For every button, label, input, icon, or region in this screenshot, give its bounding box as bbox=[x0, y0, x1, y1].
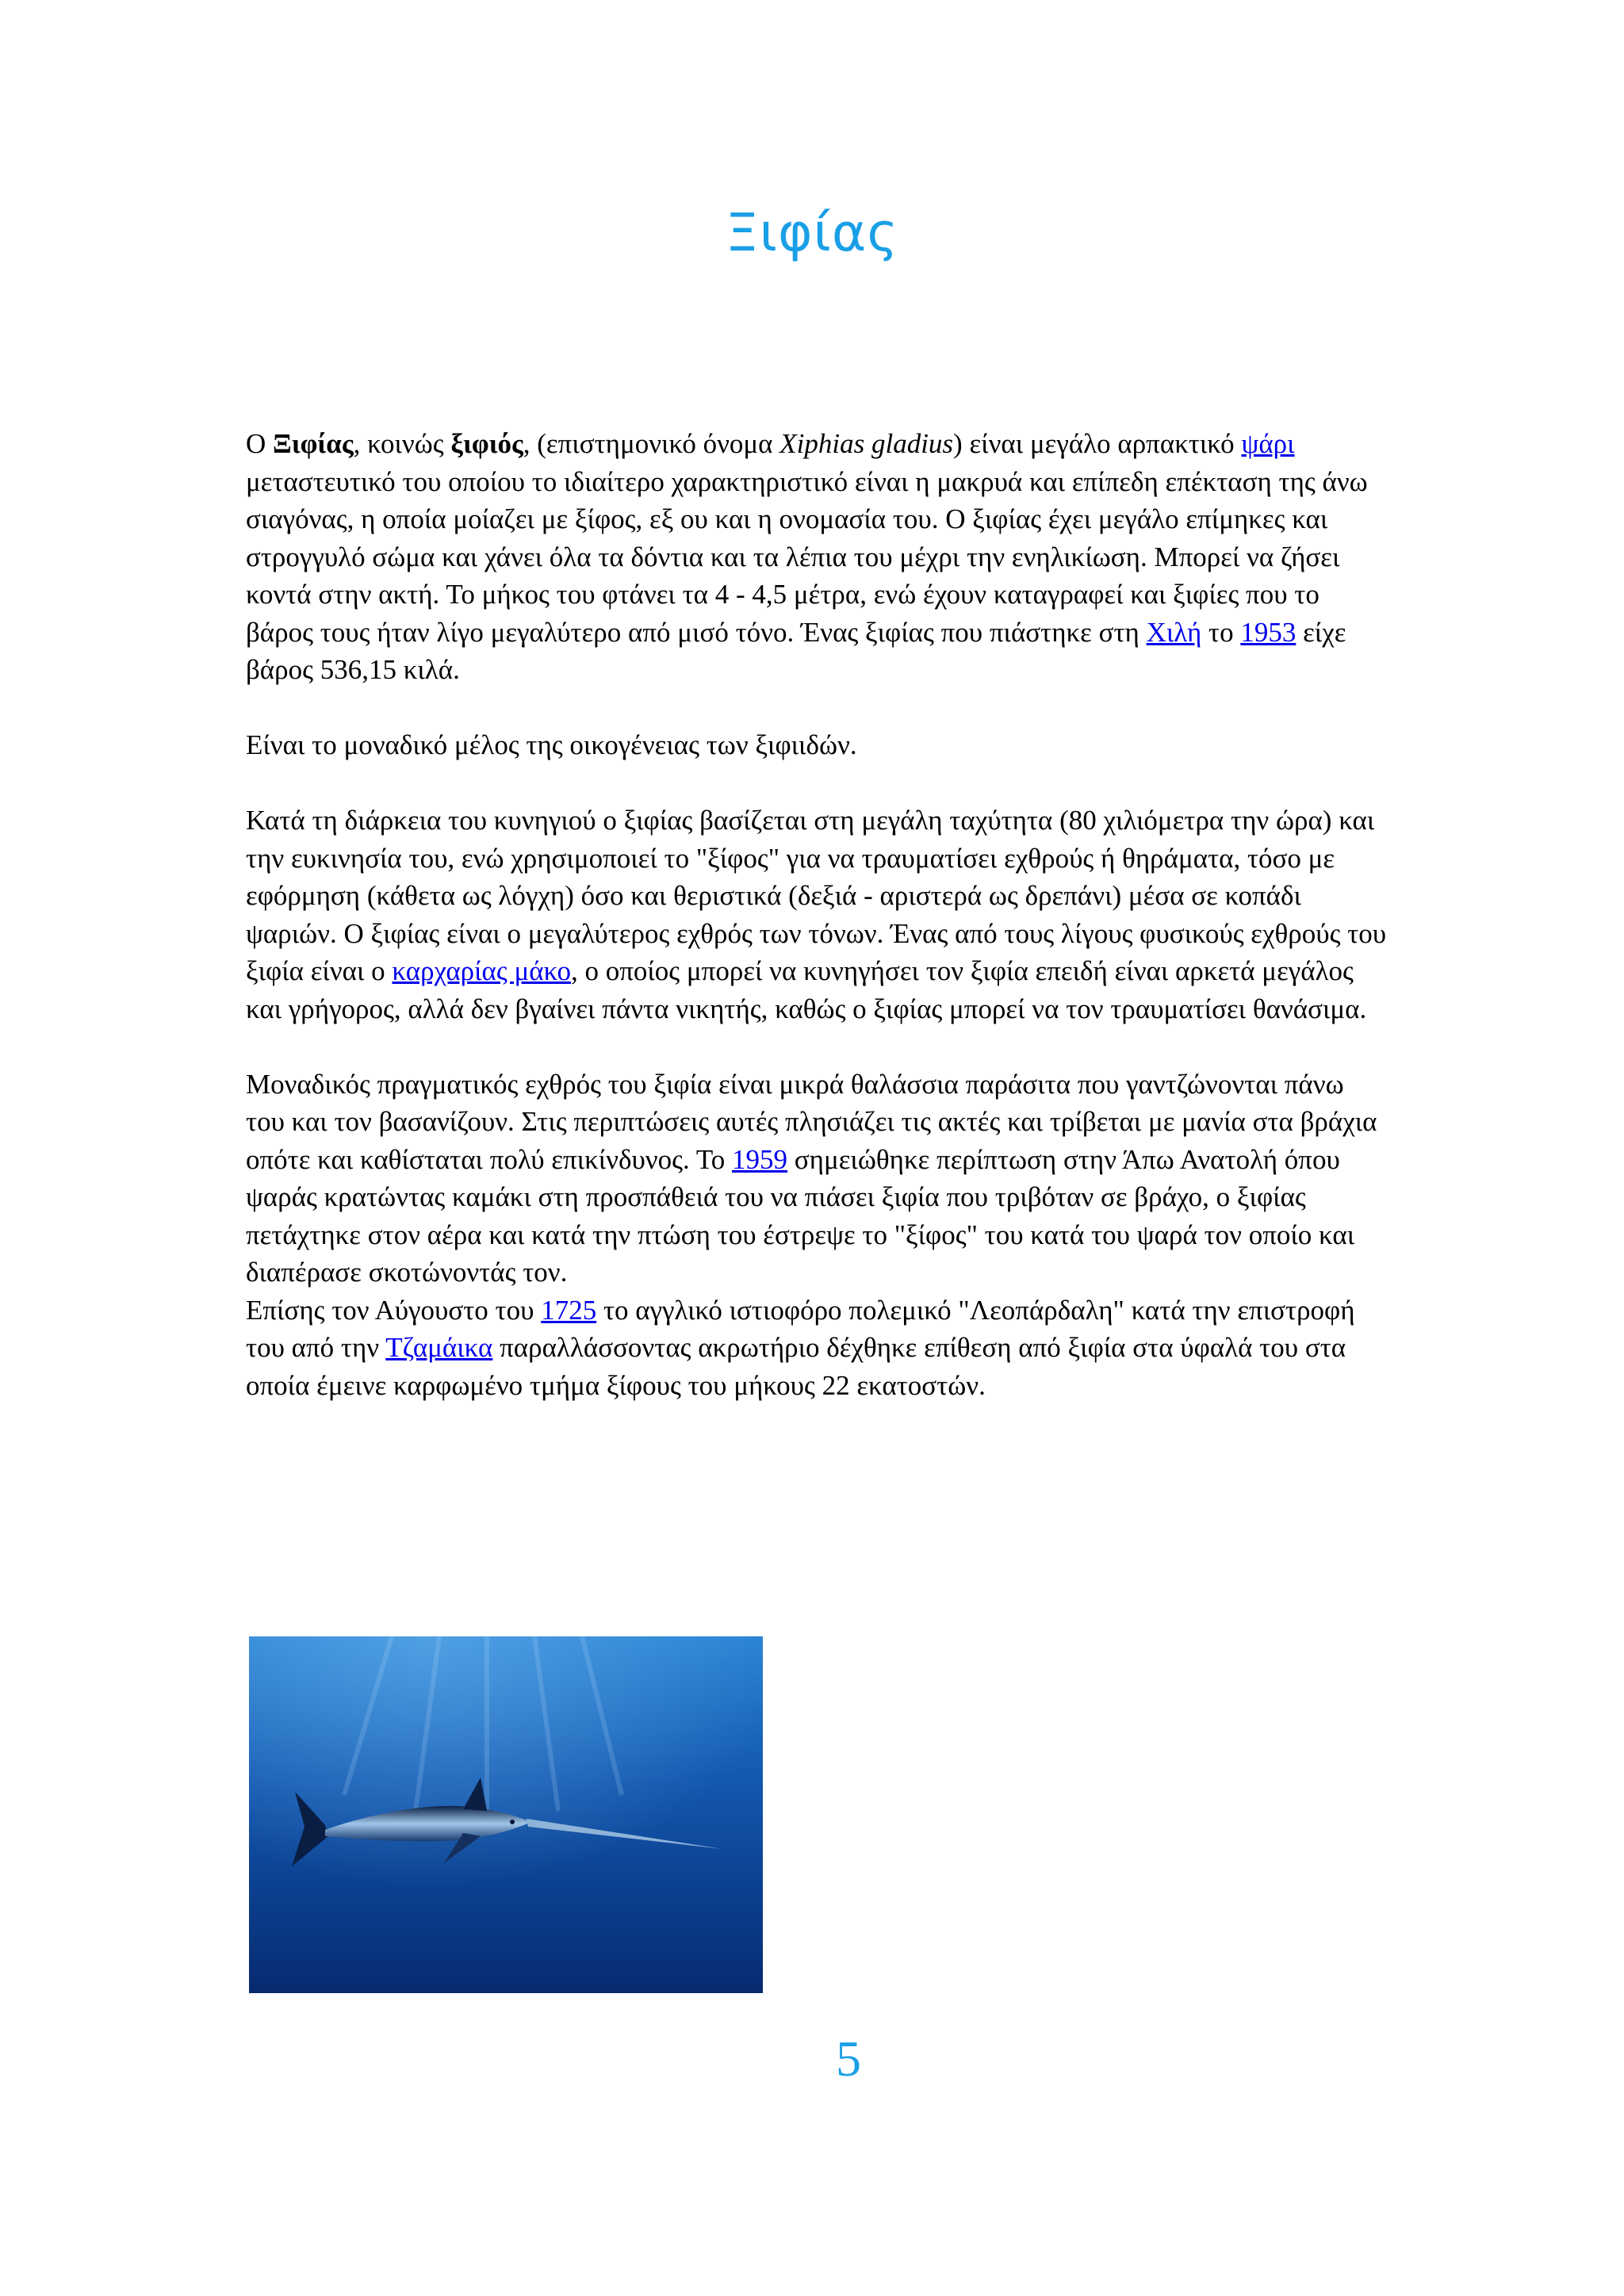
link-1959[interactable]: 1959 bbox=[732, 1143, 788, 1175]
bold-term: Ξιφίας bbox=[273, 428, 354, 459]
bold-term: ξιφιός bbox=[450, 428, 523, 459]
text-span: το αγγλικό ιστιοφόρο πολεμικό "Λεοπάρδαλη" κατά την επιστροφή του από την bbox=[246, 1294, 1355, 1363]
text-span: Κατά τη διάρκεια του κυνηγιού ο ξιφίας βασίζεται στη μεγάλη ταχύτητα (80 χιλιόμετρα την ώρα) και την ευκινησία του, ενώ χρησιμοποιεί το "ξίφος" για να τραυματίσει εχθρούς ή θηράματα, τόσο με εφόρμηση (κάθετα ως λόγχη) όσο και θεριστικά (δεξιά - αριστερά ως δρεπάνι) μέσα σε κοπάδι ψαριών. Ο ξιφίας είναι ο μεγαλύτερος εχθρός των τόνων. Ένας από τους λίγους φυσικούς εχθρούς του ξιφία είναι ο bbox=[246, 805, 1387, 986]
text-span: το bbox=[1201, 616, 1241, 648]
paragraph-spacer bbox=[246, 1027, 1388, 1066]
paragraph-parasites bbox=[246, 1066, 1388, 1292]
article-body bbox=[246, 425, 1388, 1404]
paragraph-family: Είναι το μοναδικό μέλος της οικογένειας των ξιφιιδών. bbox=[246, 729, 857, 760]
paragraph-leopard-ship bbox=[246, 1292, 1388, 1405]
text-span: σημειώθηκε περίπτωση στην Άπω Ανατολή όπου ψαράς κρατώντας καμάκι στη προσπάθειά του να πιάσει ξιφία που τριβόταν σε βράχο, ο ξιφίας πετάχτηκε στον αέρα και κατά την πτώση του έστρεψε το "ξίφος" του κατά του ψαρά τον οποίο και διαπέρασε σκοτώνοντάς τον. bbox=[246, 1143, 1355, 1288]
link-1725[interactable]: 1725 bbox=[541, 1294, 597, 1326]
link-1953[interactable]: 1953 bbox=[1240, 616, 1297, 648]
text-span: , κοινώς bbox=[353, 428, 451, 459]
text-span: ) είναι μεγάλο αρπακτικό bbox=[953, 428, 1242, 459]
link-jamaica[interactable]: Τζαμάικα bbox=[385, 1332, 493, 1363]
text-span: είχε βάρος 536,15 κιλά. bbox=[246, 616, 1346, 685]
paragraph-intro bbox=[246, 425, 1388, 689]
text-span: Επίσης τον Αύγουστο του bbox=[246, 1294, 542, 1326]
swordfish-illustration bbox=[249, 1636, 763, 1993]
paragraph-spacer bbox=[246, 689, 1388, 727]
text-span: Μοναδικός πραγματικός εχθρός του ξιφία είναι μικρά θαλάσσια παράσιτα που γαντζώνονται πάνω του και τον βασανίζουν. Στις περιπτώσεις αυτές πλησιάζει τις ακτές και τρίβεται με μανία στα βράχια οπότε και καθίσταται πολύ επικίνδυνος. Το bbox=[246, 1068, 1377, 1175]
swordfish-photo bbox=[249, 1636, 763, 1993]
link-chile[interactable]: Χιλή bbox=[1146, 616, 1202, 648]
page-number: 5 bbox=[836, 2030, 861, 2087]
text-span: Ο bbox=[246, 428, 274, 459]
text-span: , ο οποίος μπορεί να κυνηγήσει τον ξιφία επειδή είναι αρκετά μεγάλος και γρήγορος, αλλά δεν βγαίνει πάντα νικητής, καθώς ο ξιφίας μπορεί να τον τραυματίσει θανάσιμα. bbox=[246, 955, 1367, 1024]
link-mako-shark[interactable]: καρχαρίας μάκο bbox=[392, 955, 571, 986]
paragraph-hunting bbox=[246, 802, 1388, 1027]
scientific-name: Xiphias gladius bbox=[779, 428, 954, 459]
text-span: παραλλάσσοντας ακρωτήριο δέχθηκε επίθεση από ξιφία στα ύφαλά του στα οποία έμεινε καρφωμένο τμήμα ξίφους του μήκους 22 εκατοστών. bbox=[246, 1332, 1346, 1401]
text-span: μεταστευτικό του οποίου το ιδιαίτερο χαρακτηριστικό είναι η μακρυά και επίπεδη επέκταση της άνω σιαγόνας, η οποία μοίαζει με ξίφος, εξ ου και η ονομασία του. Ο ξιφίας έχει μεγάλο επίμηκες και στρογγυλό σώμα και χάνει όλα τα δόντια και τα λέπια του μέχρι την ενηλικίωση. Μπορεί να ζήσει κοντά στην ακτή. Το μήκος του φτάνει τα 4 - 4,5 μέτρα, ενώ έχουν καταγραφεί και ξιφίες που το βάρος τους ήταν λίγο μεγαλύτερο από μισό τόνο. Ένας ξιφίας που πιάστηκε στη bbox=[246, 465, 1368, 648]
text-span: , (επιστημονικό όνομα bbox=[523, 428, 780, 459]
page-title: Ξιφίας bbox=[725, 202, 899, 263]
paragraph-spacer bbox=[246, 764, 1388, 802]
link-fish[interactable]: ψάρι bbox=[1241, 428, 1295, 459]
